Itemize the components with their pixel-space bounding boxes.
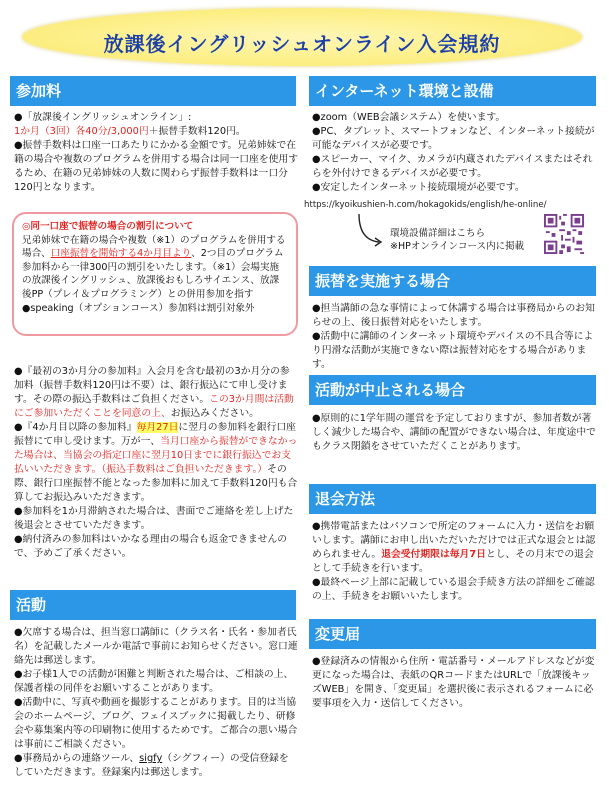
qr-note: 環境設備詳細はこちら ※HPオンラインコース内に掲載 [390, 228, 525, 252]
section-header-fee: 参加料 [10, 76, 296, 106]
section-header-cancel: 活動が中止される場合 [309, 375, 596, 405]
activity-line: ●欠席する場合は、担当窓口講師に（クラス名・氏名・参加者氏名）を記載したメールか電話で事前にお知らせください。窓口連絡先は郵送します。 [14, 627, 298, 666]
internet-line: ●安定したインターネット接続環境が必要です。 [312, 182, 525, 193]
withdraw-section [312, 520, 598, 604]
activity-section [14, 626, 298, 780]
section-header-activity: 活動 [10, 590, 296, 620]
section-header-change: 変更届 [309, 619, 596, 649]
payment-line: ●『4か月目以降の参加料』毎月27日に翌月の参加料を銀行口座振替にて申し受けます。万が一、当月口座から振替ができなかった場合は、当協会の指定口座に翌月10日までに銀行振込でお支払いいただきます。（振込手数料はご負担いただきます。）その際、銀行口座振替不能となった参加料に加えて手数料120円も合算してお振込みいただきます。 [14, 422, 298, 503]
cancel-line: ●原則的に1学年間の運営を予定しておりますが、参加者数が著しく減少した場合や、講師の配置ができない場合は、年度途中でもクラス閉鎖をさせていただくことがあります。 [312, 413, 596, 452]
cancel-section [312, 412, 598, 454]
discount-text: 兄弟姉妹で在籍の場合や複数（※1）のプログラムを併用する場合、口座振替を開始する4か月目より、2つ目のプログラム参加料から一律300円の割引をいたします。（※1）会場実施の放課後イングリッシュ、放課後おもしろサイエンス、放課後PP（プレイ＆プログラミング）との併用参加を指す [22, 234, 286, 300]
internet-line: ●PC、タブレット、スマートフォンなど、インターネット接続が可能なデバイスが必要です。 [312, 126, 595, 151]
payment-line: ●『最初の3か月分の参加料』入会月を含む最初の3か月分の参加料（振替手数料120円は不要）は、銀行振込にて申し受けます。その際の振込手数料はご負担ください。この3か月間は活動にご参加いただくことを同意の上、お振込みください。 [14, 366, 294, 419]
fee-line: 1か月（3回）各40分/3,000円＋振替手数料120円。 [14, 126, 246, 137]
discount-note: ●speaking（オプションコース）参加料は割引対象外 [22, 302, 255, 314]
withdraw-line: ●携帯電話またはパソコンで所定のフォームに入力・送信をお願いします。講師にお申し出いただいただけでは正式な退会とは認められません。退会受付期限は毎月7日とし、その月末での退会として手続きを行います。 [312, 521, 596, 574]
activity-line: ●事務局からの連絡ツール、sigfy（シグフィー）の受信登録をしていただきます。登録案内は郵送します。 [14, 753, 289, 778]
section-header-internet: インターネット環境と設備 [309, 76, 596, 106]
activity-line: ●活動中に、写真や動画を撮影することがあります。目的は当協会のホームページ、ブログ、フェイスブックに掲載したり、研修会や募集案内等の印刷物に使用するためです。ご都合の悪い場合は事前にご相談ください。 [14, 697, 298, 750]
activity-line: ●お子様1人での活動が困難と判断された場合は、ご相談の上、保護者様の同伴をお願いすることがあります。 [14, 669, 294, 694]
payment-section [14, 365, 298, 561]
internet-url-link[interactable]: https://kyoikushien-h.com/hokagokids/english/he-online/ [304, 200, 547, 210]
title-banner [22, 8, 582, 66]
arrow-icon [355, 212, 385, 252]
section-header-makeup: 振替を実施する場合 [309, 266, 596, 296]
qr-code-icon[interactable] [544, 214, 584, 254]
payment-line: ●参加料を1か月滞納された場合は、書面でご連絡を差し上げた後退会とさせていただきます。 [14, 506, 294, 531]
fee-line: ●「放課後イングリッシュオンライン」: [14, 112, 192, 123]
page-title: 放課後イングリッシュオンライン入会規約 [103, 32, 501, 56]
internet-line: ●スピーカー、マイク、カメラが内蔵されたデバイスまたはそれらを外付けできるデバイスが必要です。 [312, 154, 593, 179]
payment-line: ●納付済みの参加料はいかなる理由の場合も返金できませんので、予めご了承ください。 [14, 534, 288, 559]
discount-box [12, 212, 298, 336]
withdraw-line: ●最終ページ上部に記載している退会手続き方法の詳細をご確認の上、手続きをお願いいたします。 [312, 577, 595, 602]
fee-line: ●振替手数料は口座一口あたりにかかる金額です。兄弟姉妹で在籍の場合や複数のプログラムを併用する場合は同一口座を使用するため、在籍の兄弟姉妹の人数に関わらず振替手数料は一口分120円となります。 [14, 140, 299, 193]
internet-line: ●zoom（WEB会議システム）を使います。 [312, 112, 506, 123]
section-header-withdraw: 退会方法 [309, 484, 596, 514]
change-section [312, 655, 598, 711]
discount-heading: ◎同一口座で振替の場合の割引について [22, 221, 194, 232]
fee-section [14, 111, 298, 195]
internet-section [312, 111, 598, 195]
makeup-section [312, 302, 598, 372]
makeup-line: ●担当講師の急な事情によって休講する場合は事務局からのお知らせの上、後日振替対応をいたします。 [312, 303, 595, 328]
change-line: ●登録済みの情報から住所・電話番号・メールアドレスなどが変更になった場合は、表紙のQRコードまたはURLで「放課後キッズWEB」を開き、「変更届」を選択後に表示されるフォームに必要事項を入力・送信してください。 [312, 656, 595, 709]
makeup-line: ●活動中に講師のインターネット環境やデバイスの不具合等により円滑な活動が実施できない際は振替対応をする場合があります。 [312, 331, 594, 370]
